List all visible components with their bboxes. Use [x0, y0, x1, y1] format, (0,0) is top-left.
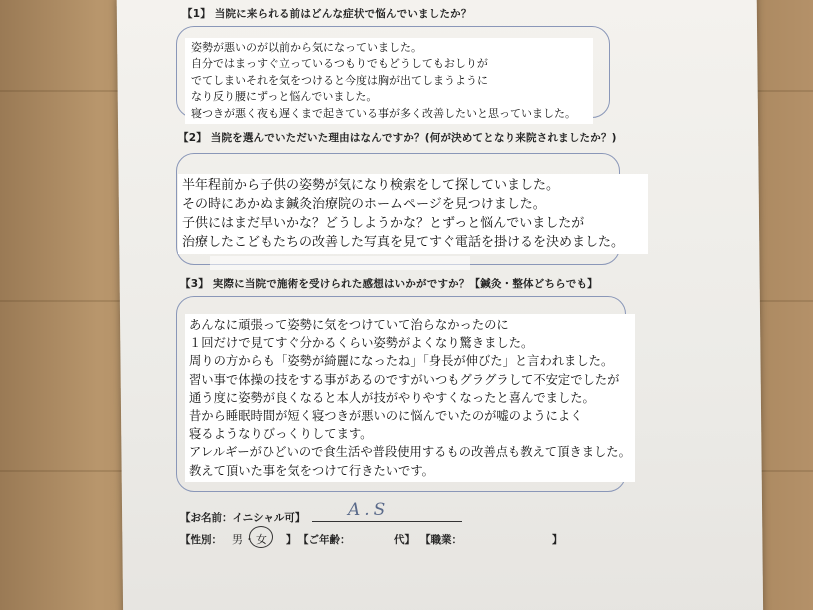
gender-male: 男 — [232, 533, 243, 546]
age-label: 【ご年齢： — [298, 534, 351, 546]
answer-3-line: 通う度に姿勢が良くなると本人が技がやりやすくなったと喜んでました。 — [189, 390, 595, 405]
answer-3-line: １回だけで見てすぐ分かるくらい姿勢がよくなり驚きました。 — [189, 336, 534, 351]
answer-1 — [185, 38, 593, 124]
answer-1-line: なり反り腰にずっと悩んでいました。 — [191, 90, 378, 104]
answer-1-line: でてしまいそれを気をつけると今度は胸が出てしまうように — [191, 73, 488, 87]
age-suffix: 代】 — [394, 534, 415, 546]
answer-3-line: 習い事で体操の技をする事があるのですがいつもグラグラして不安定でしたが — [189, 372, 620, 387]
name-label: 【お名前：イニシャル可】 — [180, 512, 306, 524]
answer-3-line: アレルギーがひどいので食生活や普段使用するもの改善点も教えて頂きました。 — [189, 445, 631, 460]
answer-3-line: 昔から睡眠時間が短く寝つきが悪いのに悩んでいたのが嘘のようによく — [189, 409, 583, 424]
question-2-title: 【2】 当院を選んでいただいた理由はなんですか？(何が決めてとなり来院されましたか？) — [178, 132, 617, 144]
answer-2-line: 治療したこどもたちの改善した写真を見てすぐ電話を掛けるを決めました。 — [182, 235, 625, 250]
answer-3-line: 教えて頂いた事を気をつけて行きたいです。 — [189, 463, 434, 478]
gender-label: 【性別： — [180, 534, 222, 546]
answer-2-line: 子供にはまだ早いかな？どうしようかな？とずっと悩んでいましたが — [182, 216, 585, 231]
answer-3 — [185, 314, 635, 482]
name-underline — [312, 521, 462, 522]
tape-strip — [210, 256, 470, 270]
answer-2-line: 半年程前から子供の姿勢が気になり検索をして探していました。 — [182, 178, 560, 193]
name-value: A.S — [348, 500, 390, 520]
answer-3-line: あんなに頑張って姿勢に気をつけていて治らなかったのに — [189, 318, 509, 332]
answer-1-line: 自分ではまっすぐ立っているつもりでもどうしてもおしりが — [191, 57, 488, 71]
gender-selection-circle — [249, 526, 273, 548]
gender-separator: ・ — [244, 533, 255, 546]
answer-3-line: 周りの方からも「姿勢が綺麗になったね」「身長が伸びた」と言われました。 — [189, 354, 614, 369]
job-label: 【職業： — [420, 534, 462, 546]
gender-female: 女 — [256, 533, 267, 546]
answer-1-line: 寝つきが悪く夜も遅くまで起きている事が多く改善したいと思っていました。 — [191, 106, 576, 120]
answer-1-line: 姿勢が悪いのが以前から気になっていました。 — [191, 41, 422, 54]
answer-3-line: 寝るようなりびっくりしてます。 — [189, 427, 373, 442]
question-1-title: 【1】 当院に来られる前はどんな症状で悩んでいましたか？ — [182, 8, 472, 20]
question-3-title: 【3】 実際に当院で施術を受けられた感想はいかがですか？【鍼灸・整体どちらでも】 — [180, 278, 598, 290]
answer-2-line: その時にあかぬま鍼灸治療院のホームページを見つけました。 — [182, 197, 546, 212]
gender-close: 】 — [286, 534, 297, 546]
job-close: 】 — [552, 534, 563, 546]
answer-2 — [178, 174, 648, 254]
